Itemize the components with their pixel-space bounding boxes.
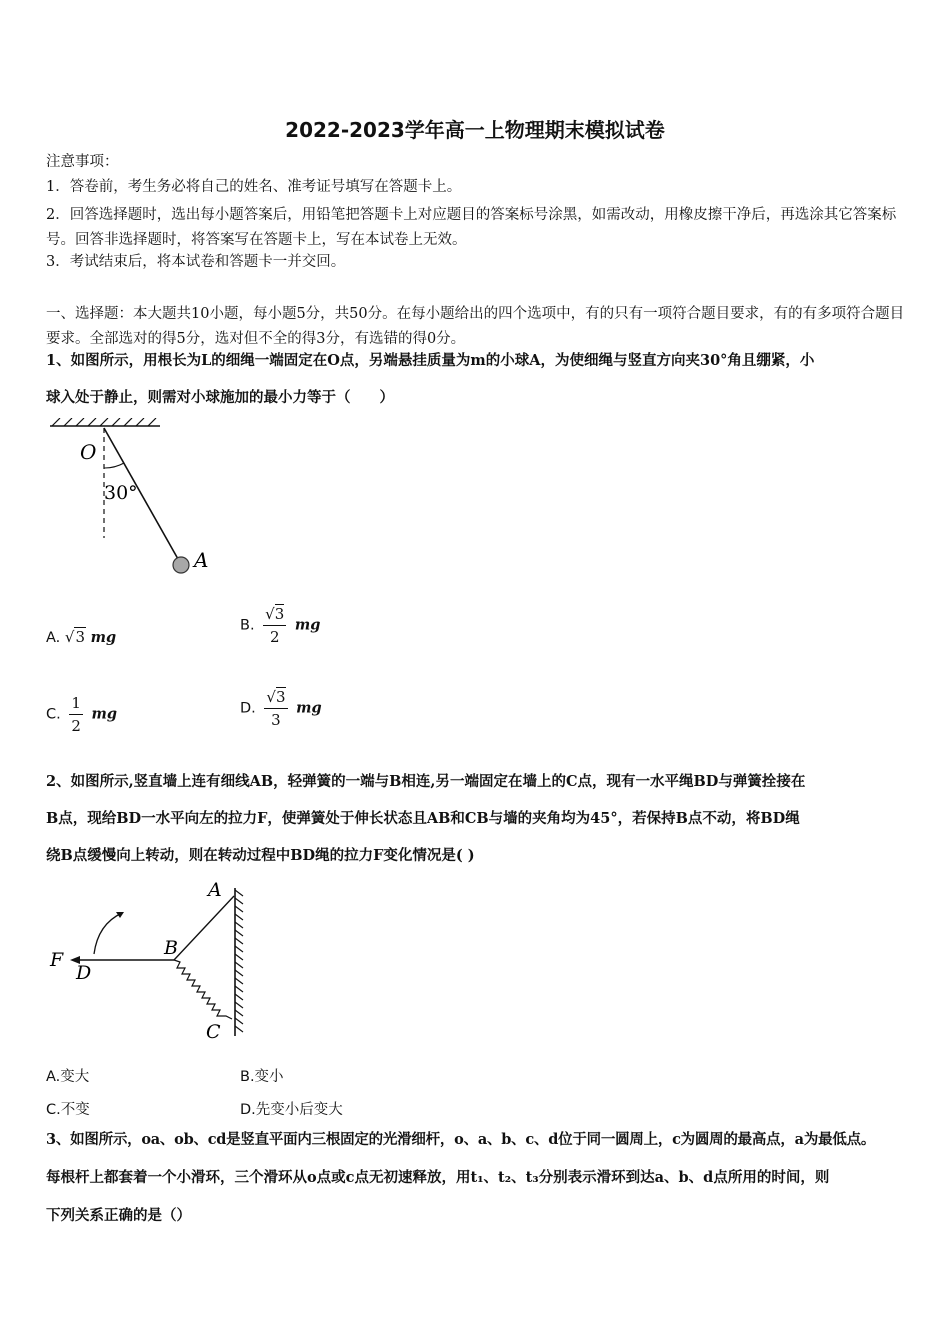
numerator: √3 — [264, 688, 287, 709]
denominator: 2 — [269, 628, 280, 646]
q1-option-b[interactable] — [240, 605, 320, 646]
ball-icon — [173, 557, 189, 573]
q3-stem-line2: 每根杆上都套着一个小滑环，三个滑环从o点或c点无初速释放，用t₁、t₂、t₃分别表示滑环到达a、b、d点所用的时间，则 — [46, 1169, 830, 1186]
q2-option-d[interactable]: D.先变小后变大 — [240, 1102, 343, 1118]
denominator: 2 — [71, 717, 81, 735]
unit-mg: mg — [296, 699, 322, 717]
fraction — [264, 688, 287, 729]
unit-mg: mg — [90, 629, 117, 646]
notice-heading: 注意事项： — [46, 154, 119, 170]
q3-stem-line1: 3、如图所示，oa、ob、cd是竖直平面内三根固定的光滑细杆，o、a、b、c、d位于同一圆周上，c为圆周的最高点，a为最低点。 — [46, 1131, 876, 1148]
option-letter: B. — [240, 617, 255, 634]
q1-option-c[interactable] — [46, 694, 117, 735]
angle-arc — [104, 463, 124, 468]
option-letter: C. — [46, 706, 61, 723]
numerator: 1 — [69, 694, 83, 715]
notice-item-1: 1．答卷前，考生务必将自己的姓名、准考证号填写在答题卡上。 — [46, 179, 462, 195]
q2-option-c[interactable]: C.不变 — [46, 1102, 90, 1118]
radicand: 3 — [274, 605, 285, 623]
rotation-arc — [94, 913, 122, 954]
q2-stem-line1: 2、如图所示,竖直墙上连有细线AB，轻弹簧的一端与B相连,另一端固定在墙上的C点，现有一水平绳BD与弹簧拴接在 — [46, 773, 806, 790]
label-F: F — [50, 949, 64, 971]
denominator: 3 — [271, 711, 281, 729]
label-A: A — [194, 548, 209, 572]
option-letter: A. — [46, 630, 61, 646]
label-D: D — [76, 962, 92, 984]
q1-stem-line1: 1、如图所示，用根长为L的细绳一端固定在O点，另端悬挂质量为m的小球A，为使细绳与竖直方向夹30°角且绷紧，小 — [46, 352, 815, 369]
label-A: A — [208, 879, 222, 901]
label-angle: 30° — [104, 482, 138, 504]
unit-mg: mg — [294, 616, 321, 634]
q1-option-d[interactable] — [240, 688, 322, 729]
radicand: 3 — [75, 628, 85, 646]
q3-stem-line3: 下列关系正确的是（） — [46, 1207, 191, 1224]
string-AB — [174, 896, 234, 960]
wall-hatching — [235, 890, 243, 1032]
q2-option-a[interactable]: A.变大 — [46, 1069, 90, 1085]
q2-option-b[interactable]: B.变小 — [240, 1069, 284, 1085]
q2-stem-line2: B点，现给BD一水平向左的拉力F，使弹簧处于伸长状态且AB和CB与墙的夹角均为45°，若保持B点不动，将BD绳 — [46, 810, 800, 827]
q1-option-a[interactable] — [46, 628, 116, 646]
section-heading: 一、选择题：本大题共10小题，每小题5分，共50分。在每小题给出的四个选项中，有的只有一项符合题目要求，有的有多项符合题目要求。全部选对的得5分，选对但不全的得3分，有选错的得0分。 — [46, 306, 905, 347]
radicand: 3 — [275, 688, 286, 706]
fraction — [69, 694, 83, 735]
q1-stem-line2: 球入处于静止，则需对小球施加的最小力等于（ ） — [46, 389, 394, 406]
numerator: √3 — [263, 605, 286, 626]
page-title: 2022-2023学年高一上物理期末模拟试卷 — [285, 118, 665, 142]
notice-item-3: 3．考试结束后，将本试卷和答题卡一并交回。 — [46, 254, 346, 270]
notice-item-2: 2．回答选择题时，选出每小题答案后，用铅笔把答题卡上对应题目的答案标号涂黑，如需改动，用橡皮擦干净后，再选涂其它答案标号。回答非选择题时，将答案写在答题卡上，写在本试卷上无效。 — [46, 207, 897, 248]
sqrt-icon: √3 — [64, 628, 85, 646]
q2-stem-line3: 绕B点缓慢向上转动，则在转动过程中BD绳的拉力F变化情况是( ) — [46, 847, 475, 864]
label-B: B — [164, 937, 178, 959]
fraction — [263, 605, 286, 646]
label-O: O — [80, 440, 97, 464]
option-letter: D. — [240, 700, 256, 717]
spring-CB — [174, 960, 232, 1019]
q1-pendulum-diagram — [44, 418, 224, 583]
label-C: C — [206, 1021, 221, 1043]
ceiling-hatching — [52, 418, 156, 426]
unit-mg: mg — [91, 705, 117, 723]
q2-spring-diagram — [46, 876, 256, 1046]
